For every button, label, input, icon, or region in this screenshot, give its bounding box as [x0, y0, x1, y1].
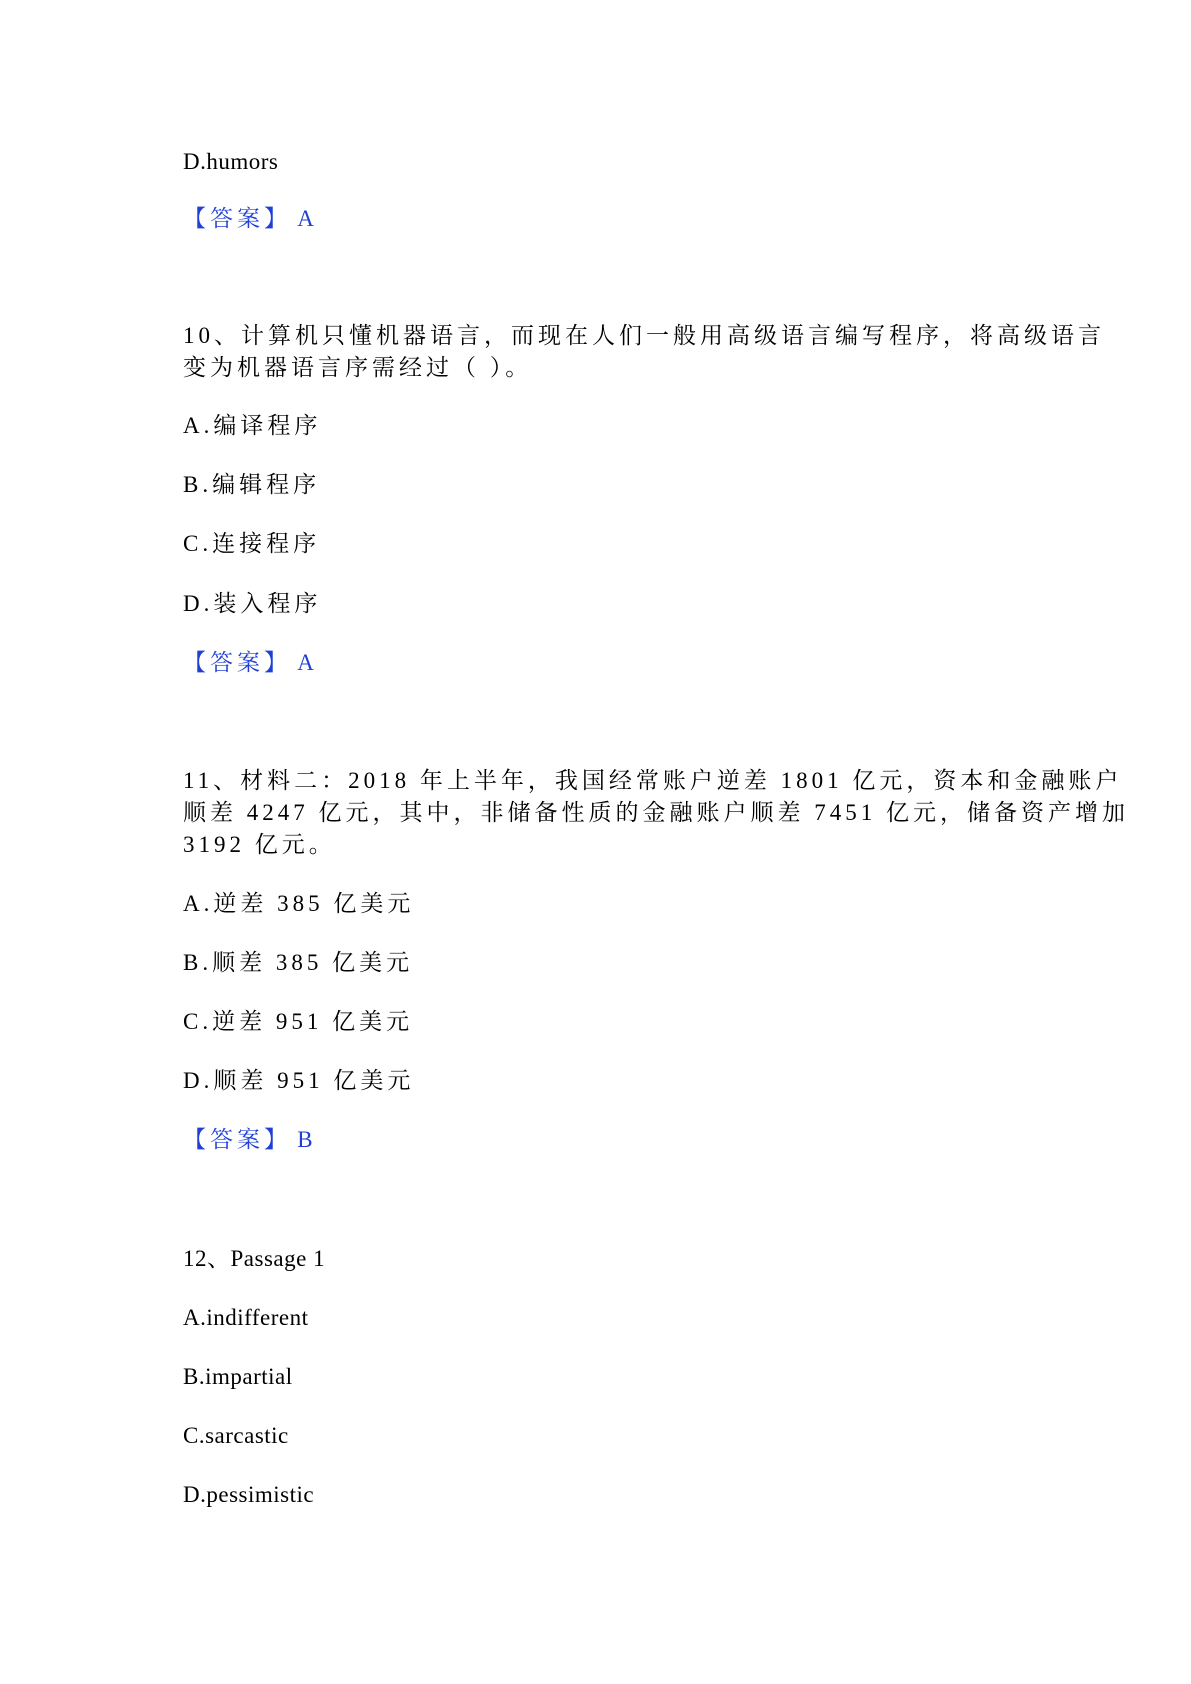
answer-label: 【答案】 — [183, 650, 291, 675]
q11-stem-line3: 3192 亿元。 — [183, 832, 336, 857]
q11-stem-line2: 顺差 4247 亿元，其中，非储备性质的金融账户顺差 7451 亿元，储备资产增加 — [183, 800, 1129, 825]
q12-option-b: B.impartial — [183, 1364, 293, 1389]
q10-option-b: B.编辑程序 — [183, 472, 321, 497]
answer-value: A — [297, 650, 315, 675]
prev-option-d: D.humors — [183, 149, 279, 174]
q12-option-c: C.sarcastic — [183, 1423, 289, 1448]
q11-option-a: A.逆差 385 亿美元 — [183, 891, 415, 916]
q11-option-b: B.顺差 385 亿美元 — [183, 950, 414, 975]
answer-label: 【答案】 — [183, 206, 291, 231]
answer-label: 【答案】 — [183, 1127, 291, 1152]
q10-answer — [183, 647, 314, 679]
answer-value: A — [297, 206, 315, 231]
q11-option-d: D.顺差 951 亿美元 — [183, 1068, 415, 1093]
q11-answer — [183, 1124, 313, 1156]
q10-option-a: A.编译程序 — [183, 413, 322, 438]
q12-stem-line1: 12、Passage 1 — [183, 1246, 326, 1271]
q12-option-d: D.pessimistic — [183, 1482, 315, 1507]
q10-stem-line2: 变为机器语言序需经过（ ）。 — [183, 355, 533, 380]
q12-option-a: A.indifferent — [183, 1305, 309, 1330]
q11-option-c: C.逆差 951 亿美元 — [183, 1009, 414, 1034]
answer-value: B — [297, 1127, 314, 1152]
q10-option-d: D.装入程序 — [183, 591, 322, 616]
q10-option-c: C.连接程序 — [183, 531, 321, 556]
q11-stem-line1: 11、材料二：2018 年上半年，我国经常账户逆差 1801 亿元，资本和金融账户 — [183, 768, 1123, 793]
prev-answer — [183, 203, 314, 235]
q10-stem-line1: 10、计算机只懂机器语言，而现在人们一般用高级语言编写程序，将高级语言 — [183, 323, 1105, 348]
